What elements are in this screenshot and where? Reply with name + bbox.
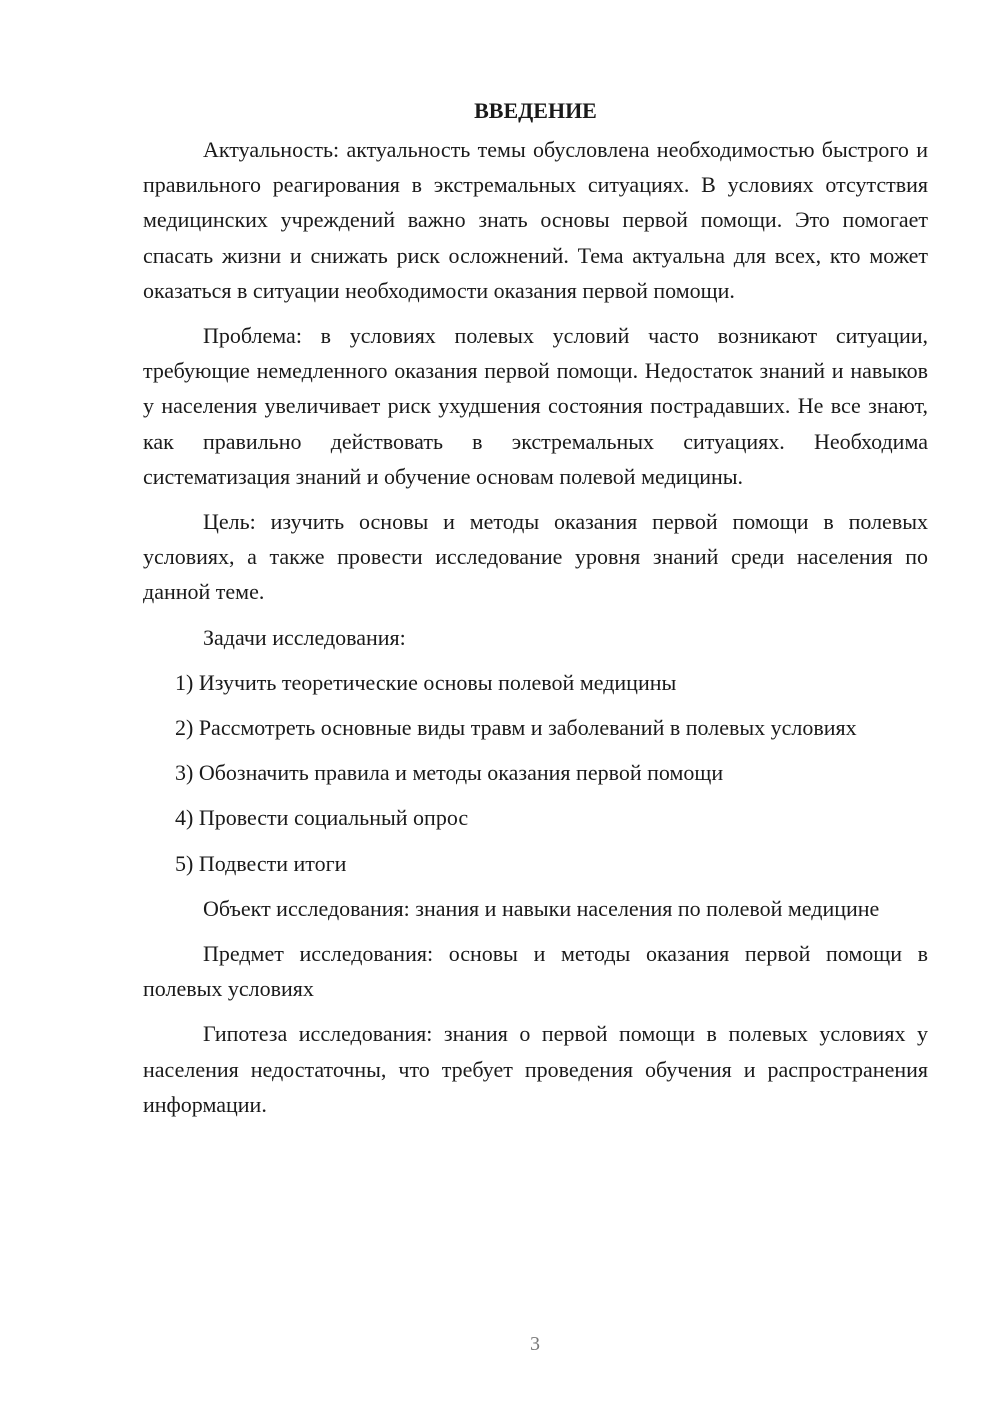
paragraph-relevance: Актуальность: актуальность темы обусловлена необходимостью быстрого и правильного реагирования в экстремальных ситуациях. В условиях отсутствия медицинских учреждений важно знать основы первой помощи. Это помогает спасать жизни и снижать риск осложнений. Тема актуальна для всех, кто может оказаться в ситуации необходимости оказания первой помощи. (143, 137, 928, 303)
paragraph-subject: Предмет исследования: основы и методы оказания первой помощи в полевых условиях (143, 941, 928, 1002)
paragraph-hypothesis: Гипотеза исследования: знания о первой помощи в полевых условиях у населения недостаточны, что требует проведения обучения и распространения информации. (143, 1021, 928, 1117)
paragraph-object: Объект исследования: знания и навыки населения по полевой медицине (203, 895, 880, 921)
paragraph-tasks-title: Задачи исследования: (203, 624, 406, 650)
task-item-3: 3) Обозначить правила и методы оказания первой помощи (175, 760, 724, 786)
document-page (143, 90, 928, 1122)
paragraph-goal: Цель: изучить основы и методы оказания первой помощи в полевых условиях, а также провести исследование уровня знаний среди населения по данной теме. (143, 509, 928, 605)
task-item-5: 5) Подвести итоги (175, 850, 347, 876)
task-item-4: 4) Провести социальный опрос (175, 805, 469, 831)
task-item-2: 2) Рассмотреть основные виды травм и заболеваний в полевых условиях (175, 715, 857, 741)
page-number: 3 (530, 1333, 540, 1355)
section-heading: ВВЕДЕНИЕ (474, 98, 597, 123)
paragraph-problem: Проблема: в условиях полевых условий часто возникают ситуации, требующие немедленного оказания первой помощи. Недостаток знаний и навыков у населения увеличивает риск ухудшения состояния пострадавших. Не все знают, как правильно действовать в экстремальных ситуациях. Необходима систематизация знаний и обучение основам полевой медицины. (143, 323, 928, 489)
task-item-1: 1) Изучить теоретические основы полевой медицины (175, 669, 677, 695)
